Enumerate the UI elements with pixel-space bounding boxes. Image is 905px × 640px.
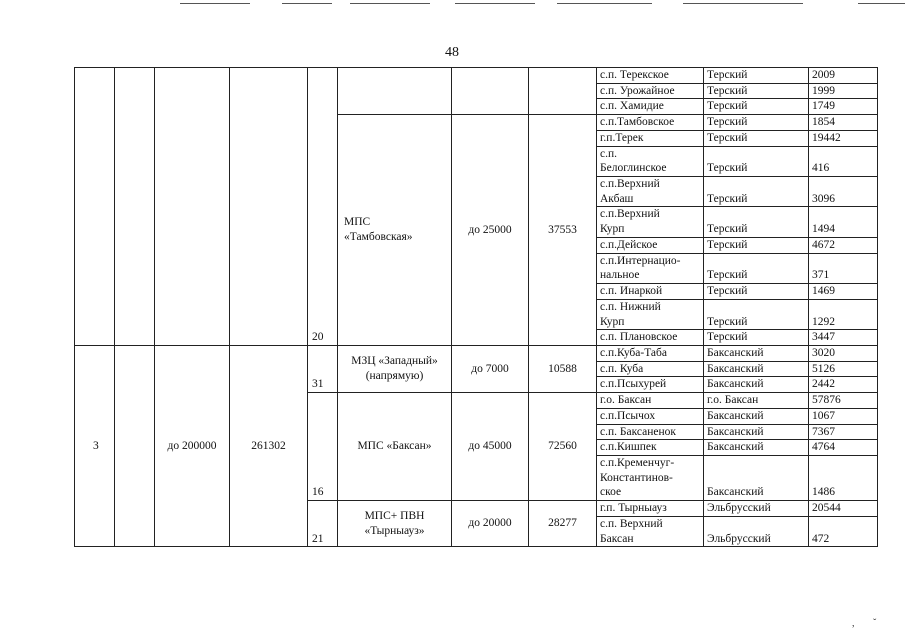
facility-load: 37553 (529, 115, 597, 346)
empty-cell (115, 68, 155, 346)
zone-capacity-cell (155, 68, 230, 346)
population: 4764 (809, 440, 878, 456)
settlement: г.о. Баксан (597, 393, 704, 409)
facility-number: 31 (308, 345, 338, 392)
district: Баксанский (704, 408, 809, 424)
scan-line (180, 3, 250, 4)
facility-capacity: до 45000 (452, 393, 529, 501)
zone-capacity: до 200000 (155, 345, 230, 546)
settlement: с.п. Инаркой (597, 284, 704, 300)
district: Терский (704, 68, 809, 84)
district: Терский (704, 284, 809, 300)
district: Терский (704, 115, 809, 131)
settlement: с.п. Хамидие (597, 99, 704, 115)
settlement: с.п.Интернацио- нальное (597, 253, 704, 283)
facility-name-empty (338, 68, 452, 115)
district: Терский (704, 130, 809, 146)
population: 3020 (809, 345, 878, 361)
district: Баксанский (704, 440, 809, 456)
district: Терский (704, 146, 809, 176)
facility-number: 16 (308, 393, 338, 501)
settlement: с.п. Баксаненок (597, 424, 704, 440)
settlement: с.п.Псычох (597, 408, 704, 424)
population: 19442 (809, 130, 878, 146)
district: Терский (704, 299, 809, 329)
population: 7367 (809, 424, 878, 440)
scan-line (455, 3, 535, 4)
population: 2442 (809, 377, 878, 393)
empty-cell (115, 345, 155, 546)
settlement: с.п.Псыхурей (597, 377, 704, 393)
population: 1749 (809, 99, 878, 115)
facility-load-empty (529, 68, 597, 115)
table-row (75, 68, 878, 84)
facility-capacity: до 20000 (452, 501, 529, 547)
scan-line (683, 3, 803, 4)
district: Баксанский (704, 377, 809, 393)
settlement: с.п. Плановское (597, 330, 704, 346)
facility-capacity: до 7000 (452, 345, 529, 392)
settlement: с.п.Куба-Таба (597, 345, 704, 361)
settlement: с.п. Куба (597, 361, 704, 377)
settlement: с.п. Терекское (597, 68, 704, 84)
settlement: с.п. Урожайное (597, 83, 704, 99)
scan-line (557, 3, 652, 4)
facility-capacity: до 25000 (452, 115, 529, 346)
population: 1854 (809, 115, 878, 131)
population: 57876 (809, 393, 878, 409)
district: Эльбрусский (704, 516, 809, 546)
settlement: с.п. Белоглинское (597, 146, 704, 176)
scan-line (858, 3, 905, 4)
district: Терский (704, 207, 809, 237)
facility-load: 10588 (529, 345, 597, 392)
settlement: г.п. Тырныауз (597, 501, 704, 517)
zone-load-cell (230, 68, 308, 346)
scan-mark: , (852, 618, 855, 629)
district: Терский (704, 253, 809, 283)
district: Эльбрусский (704, 501, 809, 517)
settlement: с.п.Верхний Акбаш (597, 177, 704, 207)
zone-load: 261302 (230, 345, 308, 546)
facility-number: 21 (308, 501, 338, 547)
population: 1469 (809, 284, 878, 300)
facility-name: МЗЦ «Западный» (напрямую) (338, 345, 452, 392)
settlement: с.п.Кишпек (597, 440, 704, 456)
district: Терский (704, 237, 809, 253)
district: г.о. Баксан (704, 393, 809, 409)
waste-facilities-table (74, 67, 878, 547)
settlement: с.п.Дейское (597, 237, 704, 253)
settlement: с.п. Нижний Курп (597, 299, 704, 329)
district: Терский (704, 330, 809, 346)
facility-name: МПС «Тамбовская» (338, 115, 452, 346)
population: 371 (809, 253, 878, 283)
facility-load: 72560 (529, 393, 597, 501)
population: 3447 (809, 330, 878, 346)
district: Терский (704, 99, 809, 115)
population: 1494 (809, 207, 878, 237)
population: 1486 (809, 455, 878, 500)
scan-mark: ˇ (873, 618, 877, 629)
settlement: г.п.Терек (597, 130, 704, 146)
district: Баксанский (704, 455, 809, 500)
table-row (75, 345, 878, 361)
district: Баксанский (704, 345, 809, 361)
scan-line (350, 3, 430, 4)
zone-number-cell (75, 68, 115, 346)
population: 1999 (809, 83, 878, 99)
facility-name: МПС+ ПВН «Тырныауз» (338, 501, 452, 547)
population: 20544 (809, 501, 878, 517)
facility-capacity-empty (452, 68, 529, 115)
facility-number: 20 (308, 68, 338, 346)
facility-load: 28277 (529, 501, 597, 547)
facility-name: МПС «Баксан» (338, 393, 452, 501)
district: Терский (704, 177, 809, 207)
settlement: с.п.Тамбовское (597, 115, 704, 131)
population: 1292 (809, 299, 878, 329)
district: Терский (704, 83, 809, 99)
population: 1067 (809, 408, 878, 424)
population: 4672 (809, 237, 878, 253)
population: 416 (809, 146, 878, 176)
zone-number: 3 (75, 345, 115, 546)
population: 5126 (809, 361, 878, 377)
settlement: с.п.Кременчуг- Константинов- ское (597, 455, 704, 500)
district: Баксанский (704, 424, 809, 440)
settlement: с.п.Верхний Курп (597, 207, 704, 237)
settlement: с.п. Верхний Баксан (597, 516, 704, 546)
population: 472 (809, 516, 878, 546)
population: 3096 (809, 177, 878, 207)
district: Баксанский (704, 361, 809, 377)
scan-line (282, 3, 332, 4)
population: 2009 (809, 68, 878, 84)
page-number: 48 (445, 45, 459, 60)
